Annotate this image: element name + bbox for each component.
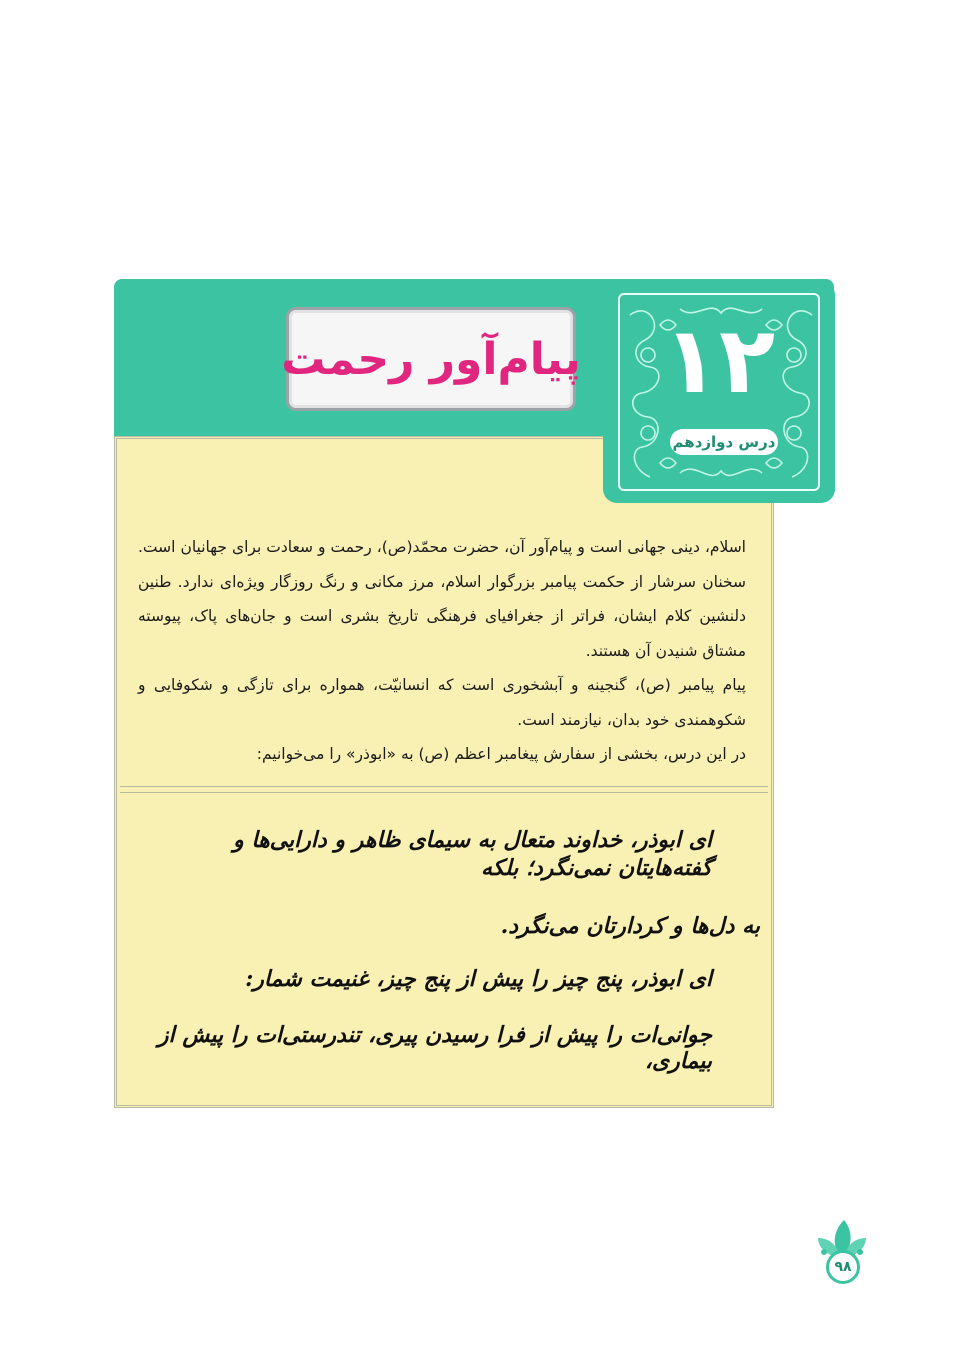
quote-line: جوانی‌ات را پیش از فرا رسیدن پیری، تندرستی‌ات را پیش از بیماری، <box>157 1022 712 1074</box>
badge-ornamental-frame <box>618 293 820 491</box>
hadith-quote <box>138 826 760 1074</box>
intro-paragraph: پیام پیامبر (ص)، گنجینه و آبشخوری است که انسانیّت، همواره برای تازگی و شکوفایی و شکوهمندی خود بدان، نیازمند است. <box>138 676 746 729</box>
intro-paragraph: اسلام، دینی جهانی است و پیام‌آور آن، حضرت محمّد(ص)، رحمت و سعادت برای جهانیان است. سخنان سرشار از حکمت پیامبر بزرگوار اسلام، مرز مکانی و رنگ روزگار ویژه‌ای ندارد. طنین دلنشین کلام ایشان، فراتر از جغرافیای فرهنگی تاریخ بشری است و جان‌های پاک، پیوسته مشتاق شنیدن آن هستند. <box>138 538 746 660</box>
lesson-intro <box>138 530 746 772</box>
quote-line: ای ابوذر، خداوند متعال به سیمای ظاهر و دارایی‌ها و گفته‌هایتان نمی‌نگرد؛ بلکه <box>233 827 712 881</box>
quote-line: ای ابوذر، پنج چیز را پیش از پنج چیز، غنیمت شمار: <box>245 966 712 992</box>
section-divider <box>120 786 768 793</box>
lesson-number-badge <box>603 281 835 503</box>
page-number-marker <box>814 1218 870 1288</box>
lesson-title: پیام‌آور رحمت <box>281 333 581 385</box>
lesson-label: درس دوازدهم <box>670 429 778 455</box>
lesson-title-box <box>281 307 581 411</box>
lesson-number: ۱۲ <box>662 307 776 414</box>
quote-line: به دل‌ها و کردارتان می‌نگرد. <box>500 913 760 939</box>
page-number: ۹۸ <box>826 1250 860 1284</box>
intro-paragraph: در این درس، بخشی از سفارش پیغامبر اعظم (ص) به «ابوذر» را می‌خوانیم: <box>256 745 746 763</box>
